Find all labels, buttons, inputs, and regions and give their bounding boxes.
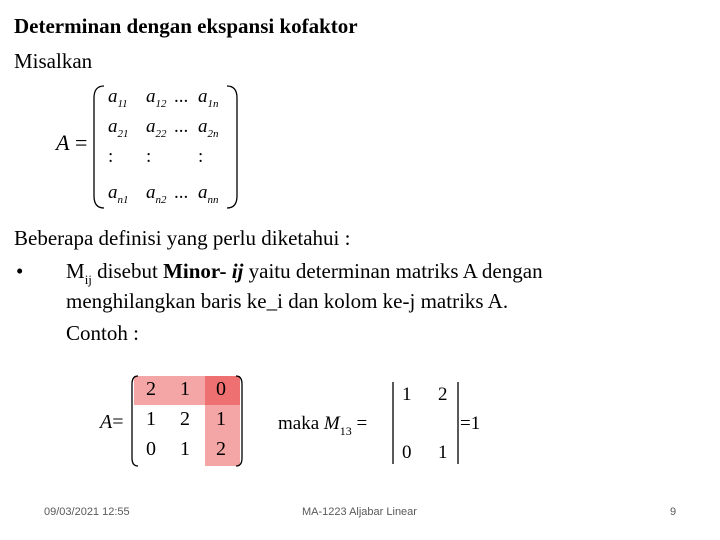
- minor-determinant-cell: 1: [438, 442, 448, 463]
- example-matrix-cell: 2: [146, 378, 156, 400]
- minor-determinant-cell: 2: [438, 384, 448, 405]
- general-matrix-cell: ...: [174, 86, 189, 107]
- definitions-heading: Beberapa definisi yang perlu diketahui :: [14, 226, 351, 250]
- general-matrix-cell: $a_{2n}$: [198, 116, 219, 140]
- general-matrix-cell: $a_{nn}$: [198, 182, 219, 206]
- general-matrix-cell: $a_{22}$: [146, 116, 167, 140]
- general-matrix-cell: :: [146, 146, 152, 167]
- minor-definition-line2: menghilangkan baris ke_i dan kolom ke-j matriks A.: [66, 289, 509, 313]
- minor-equation-label: maka $M_{13}$ =: [278, 413, 368, 438]
- footer-course: MA-1223 Aljabar Linear: [302, 506, 417, 518]
- general-matrix-cell: $a_{12}$: [146, 86, 167, 110]
- general-matrix-cell: $a_{n2}$: [146, 182, 167, 206]
- general-matrix-cell: :: [198, 146, 204, 167]
- example-matrix-cell: 1: [180, 378, 190, 400]
- example-matrix-cell: 1: [216, 408, 226, 430]
- minor-determinant-cell: 0: [402, 442, 412, 463]
- example-matrix-cell: 0: [146, 438, 156, 460]
- general-matrix-cell: $a_{n1}$: [108, 182, 129, 206]
- footer-date: 09/03/2021 12:55: [44, 506, 130, 518]
- slide-title: Determinan dengan ekspansi kofaktor: [14, 14, 358, 38]
- minor-definition: $M_{ij}$ disebut Minor- ij yaitu determinan matriks A dengan: [66, 259, 543, 287]
- general-matrix-cell: ...: [174, 182, 189, 203]
- general-matrix-cell: :: [108, 146, 114, 167]
- minor-term: Minor-: [163, 259, 227, 283]
- minor-result: =1: [460, 413, 481, 434]
- general-matrix-cell: $a_{11}$: [108, 86, 128, 110]
- general-matrix-cell: ...: [174, 116, 189, 137]
- example-matrix-cell: 2: [216, 438, 226, 460]
- bullet-dot: •: [16, 259, 24, 283]
- example-label: Contoh :: [66, 321, 139, 345]
- footer-page: 9: [670, 506, 677, 518]
- minor-ij-term: ij: [226, 259, 244, 283]
- general-matrix-label: A =: [56, 130, 88, 155]
- minor-determinant-cell: 1: [402, 384, 412, 405]
- general-matrix-cell: $a_{1n}$: [198, 86, 219, 110]
- minor-symbol: $M_{ij}$: [66, 259, 92, 287]
- example-matrix-label: A=: [100, 411, 124, 433]
- example-matrix-cell: 2: [180, 408, 190, 430]
- general-matrix-cell: $a_{21}$: [108, 116, 129, 140]
- example-matrix-cell: 1: [180, 438, 190, 460]
- intro-text: Misalkan: [14, 49, 93, 73]
- example-matrix-cell: 1: [146, 408, 156, 430]
- example-matrix-cell: 0: [216, 378, 226, 400]
- example-matrix-entries: [136, 376, 240, 466]
- minor-determinant-entries: [396, 380, 456, 466]
- general-matrix-entries: [104, 86, 236, 206]
